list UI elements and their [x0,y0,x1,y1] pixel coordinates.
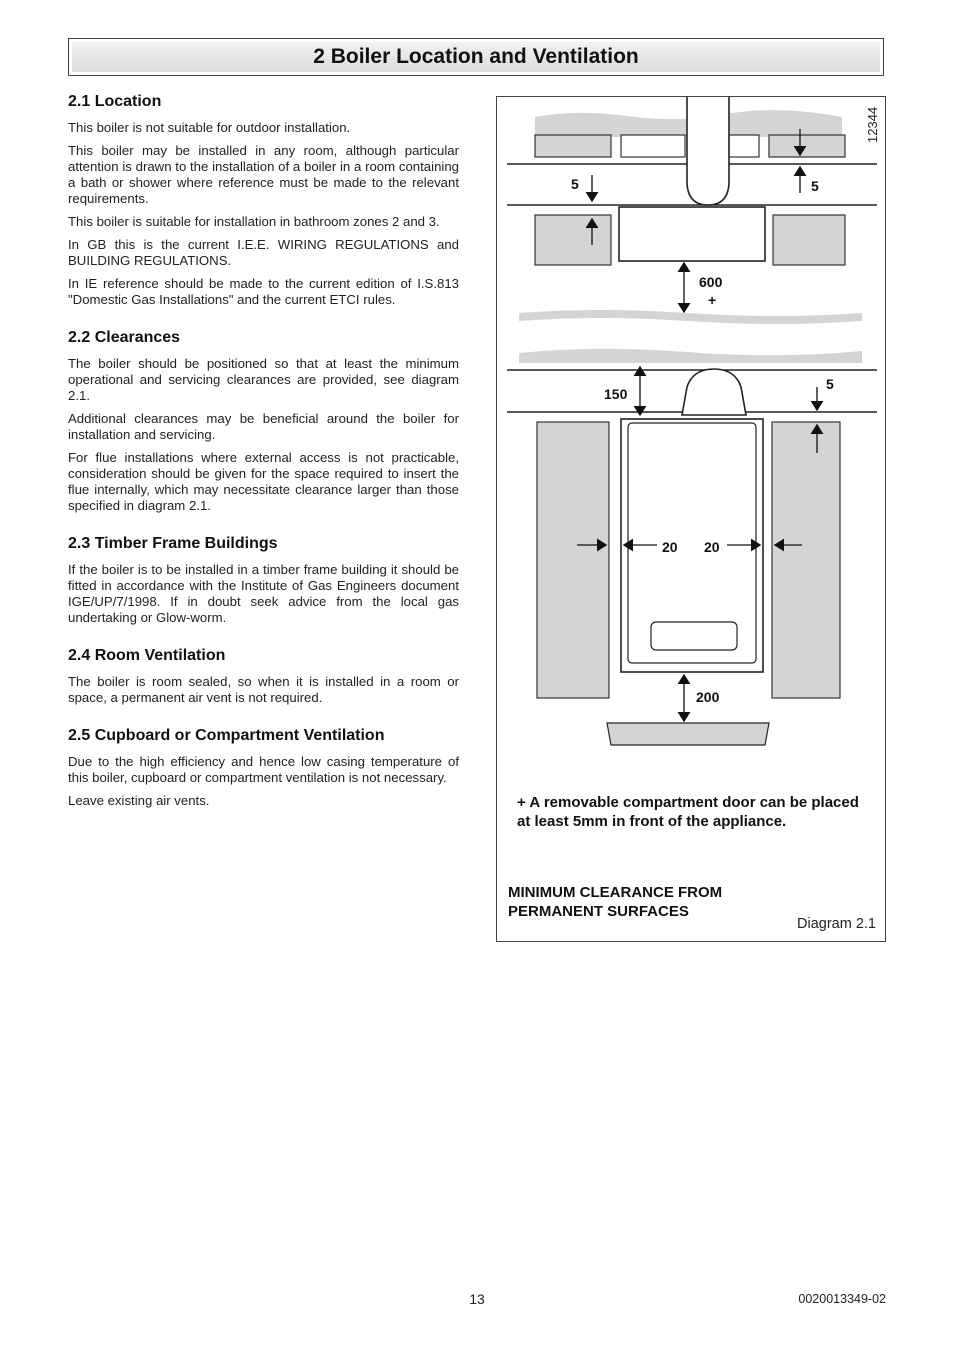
section-heading: 2.1 Location [68,93,162,110]
top-view [507,97,880,324]
clearance-diagram [496,96,886,942]
paragraph: If the boiler is to be installed in a timber frame building it should be fitted in accordance with the Institute of Gas Engineers document IGE/UP/7/1998. If in doubt seek advice from the local gas undertaking or Glow-worm. [68,562,459,625]
section-heading: 2.4 Room Ventilation [68,647,226,664]
diagram-caption: Diagram 2.1 [797,916,876,932]
paragraph: The boiler is room sealed, so when it is installed in a room or space, a permanent air vent is not required. [68,674,459,705]
page-title-bar [68,38,884,76]
dim-label-plus: + [708,292,717,308]
section-location [68,92,459,308]
dim-label-side-right: 5 [826,376,834,392]
dim-label-left-side: 20 [662,539,678,555]
page-title: 2 Boiler Location and Ventilation [72,42,880,72]
dim-label-front: 600 [699,274,723,290]
paragraph: Additional clearances may be beneficial around the boiler for installation and servicing. [68,411,459,442]
diagram-note: + A removable compartment door can be placed at least 5mm in front of the appliance. [517,794,859,830]
front-view [507,349,877,745]
section-room-ventilation [68,646,459,706]
paragraph: Leave existing air vents. [68,793,210,808]
paragraph: Due to the high efficiency and hence low casing temperature of this boiler, cupboard or compartment ventilation is not necessary. [68,754,459,785]
section-cupboard-ventilation [68,726,459,809]
section-timber-frame [68,534,459,626]
paragraph: This boiler may be installed in any room, although particular attention is drawn to the installation of a boiler in a room containing a bath or shower where reference must be made to the relevant requirements. [68,143,459,206]
dim-label-top-clearance: 150 [604,386,628,402]
paragraph: The boiler should be positioned so that at least the minimum operational and servicing clearances are provided, see diagram 2.1. [68,356,459,403]
section-heading: 2.2 Clearances [68,329,181,346]
diagram-title: MINIMUM CLEARANCE FROM PERMANENT SURFACES [508,884,723,920]
paragraph: In GB this is the current I.E.E. WIRING REGULATIONS and BUILDING REGULATIONS. [68,237,459,268]
dim-label-top-right: 5 [811,178,819,194]
paragraph: In IE reference should be made to the current edition of I.S.813 "Domestic Gas Installations" and the current ETCI rules. [68,276,459,307]
dim-label-right-side: 20 [704,539,720,555]
document-code: 0020013349-02 [798,1292,886,1306]
section-clearances [68,328,459,514]
paragraph: This boiler is not suitable for outdoor installation. [68,120,351,135]
dim-label-bottom: 200 [696,689,720,705]
section-heading: 2.5 Cupboard or Compartment Ventilation [68,727,385,744]
paragraph: For flue installations where external access is not practicable, consideration should be given for the space required to insert the flue internally, which may necessitate clearance larger than those specified in diagram 2.1. [68,450,459,513]
dim-label-top-left: 5 [571,176,579,192]
diagram-ref-number: 12344 [865,106,880,143]
paragraph: This boiler is suitable for installation in bathroom zones 2 and 3. [68,214,440,229]
text-column [68,92,459,829]
section-heading: 2.3 Timber Frame Buildings [68,535,278,552]
page-number: 13 [469,1291,485,1307]
